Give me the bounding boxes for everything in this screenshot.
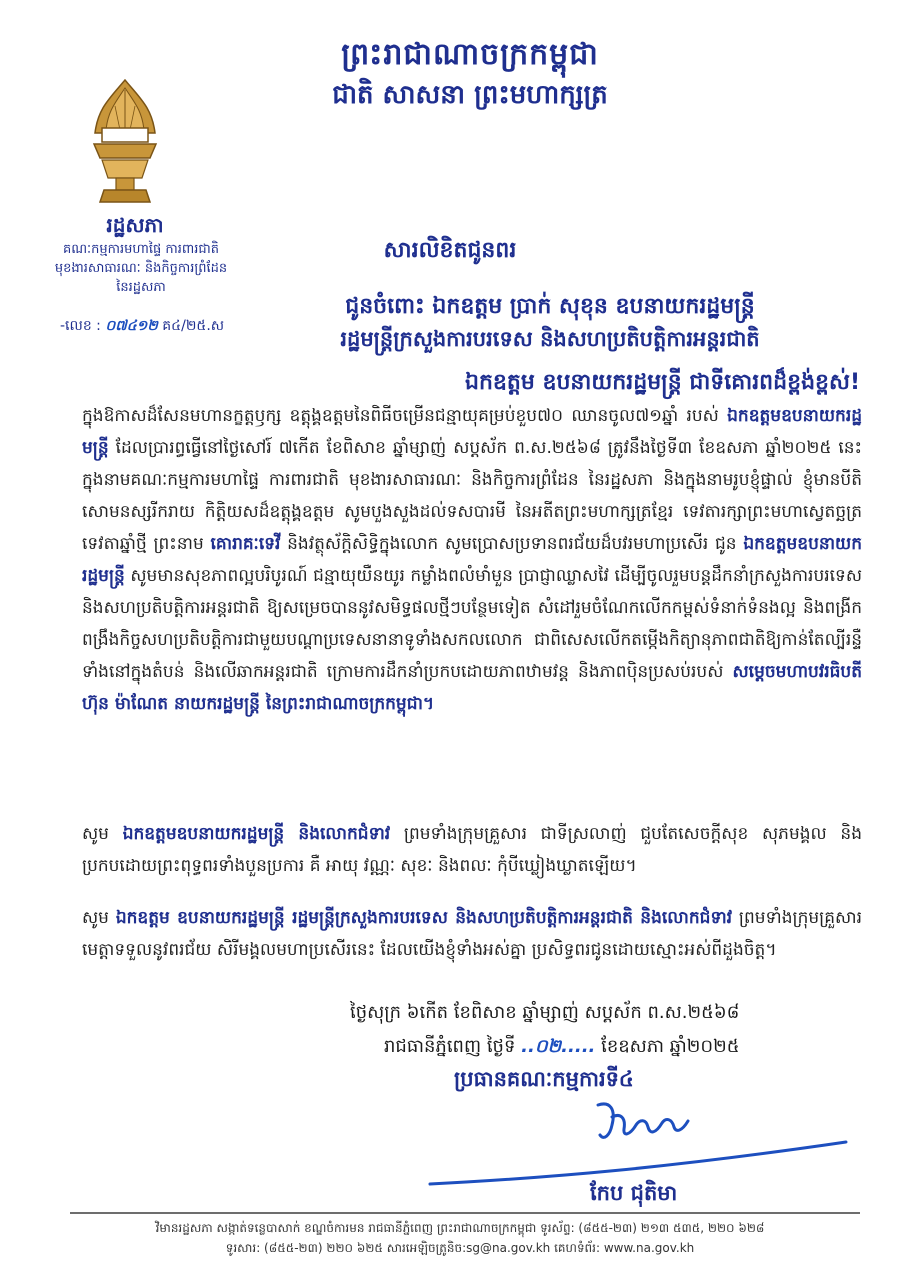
ref-handwritten-number: ០៧៤១២ <box>105 318 158 334</box>
p1-text-a: ក្នុងឱកាសដ៏សែនមហានក្ខត្តឫក្ស ឧត្តុង្គឧត្តមនៃពិធីចម្រើនជន្មាយុគម្រប់ខួប៧០ ឈានចូល៧១ឆ្នាំ របស់ <box>82 406 719 426</box>
department-line-3: នៃរដ្ឋសភា <box>116 280 166 295</box>
recipient-line-1: ជូនចំពោះ ឯកឧត្តម ប្រាក់ សុខុន ឧបនាយករដ្ឋមន្ត្រី <box>345 294 755 319</box>
solar-date-suffix: ខែឧសភា ឆ្នាំ២០២៥ <box>601 1036 740 1057</box>
kingdom-heading: ព្រះរាជាណាចក្រកម្ពុជា <box>341 37 599 72</box>
sender-institution: រដ្ឋសភា <box>106 213 164 237</box>
p1-bold-1: ឯកឧត្តមឧបនាយករដ្ឋមន្ត្រី <box>82 406 863 458</box>
lunar-date: ថ្ងៃសុក្រ ៦កើត ខែពិសាខ ឆ្នាំម្សាញ់ សប្តស័ក ព.ស.២៥៦៨ <box>350 1002 740 1023</box>
national-assembly-emblem <box>80 78 170 208</box>
reference-number <box>60 316 250 337</box>
footer-contact: ទូរសារ: (៨៥៥-២៣) ២២០ ៦២៥ សារអេឡិចត្រូនិច:sg@na.gov.kh គេហទំព័រ: www.na.gov.kh <box>225 1241 695 1255</box>
ref-suffix: គ៤/២៥.ស <box>162 318 225 334</box>
p1-bold-3: ឯកឧត្តមឧបនាយករដ្ឋមន្ត្រី <box>82 534 863 586</box>
footer-address: វិមានរដ្ឋសភា សង្កាត់ទន្លេបាសាក់ ខណ្ឌចំការមន រាជធានីភ្នំពេញ ព្រះរាជាណាចក្រកម្ពុជា ទូរស័ព្ទ: (៨៥៥-២៣) ២១៣ ៥៣៥, ២២០ ៦២៨ <box>155 1221 765 1235</box>
document-title: សារលិខិតជូនពរ <box>383 238 517 263</box>
p3-text-c: ព្រមទាំងក្រុមគ្រួសារ មេត្តាទទួលនូវពរជ័យ សិរីមង្គលមហាប្រសើរនេះ ដែលយើងខ្ញុំទាំងអស់គ្នា ប្រសិទ្ធពរជូនដោយស្មោះអស់ពីដួងចិត្ត។ <box>82 908 862 960</box>
footer-divider <box>70 1212 860 1214</box>
p3-bold: ឯកឧត្តម ឧបនាយករដ្ឋមន្ត្រី រដ្ឋមន្ត្រីក្រសួងការបរទេស និងសហប្រតិបត្តិការអន្តរជាតិ និងលោកជំទាវ <box>115 908 733 928</box>
solar-date <box>384 1034 854 1061</box>
salutation: ឯកឧត្តម ឧបនាយករដ្ឋមន្ត្រី ជាទីគោរពដ៏ខ្ពង់ខ្ពស់! <box>465 370 860 395</box>
body-paragraph-1 <box>82 400 862 720</box>
p1-bold-2: គោរាគៈទេវី <box>210 534 281 554</box>
p3-text-a: សូម <box>82 908 109 928</box>
p1-bold-4: សម្តេចមហាបវរធិបតី ហ៊ុន ម៉ាណែត នាយករដ្ឋមន្ត្រី នៃព្រះរាជាណាចក្រកម្ពុជា។ <box>82 662 862 714</box>
sender-department <box>42 240 240 297</box>
solar-date-day: ..០២..... <box>521 1036 596 1057</box>
recipient-line-2: រដ្ឋមន្ត្រីក្រសួងការបរទេស និងសហប្រតិបត្តិការអន្តរជាតិ <box>340 327 760 351</box>
p2-bold: ឯកឧត្តមឧបនាយករដ្ឋមន្ត្រី និងលោកជំទាវ <box>122 824 391 844</box>
ref-label: -លេខ : <box>60 318 101 334</box>
signer-name: កែប ជុតិមា <box>590 1181 678 1205</box>
p1-text-e: សូមមានសុខភាពល្អបរិបូរណ៍ ជន្មាយុយឺនយូរ កម្លាំងពលំមាំមួន ប្រាជ្ញាឈ្លាសវៃ ដើម្បីចូលរួមបន្តដឹកនាំក្រសួងការបរទេស និងសហប្រតិបត្តិការអន្តរជាតិ ឱ្យសម្រេចបាននូវសមិទ្ធផលថ្មីៗបន្ថែមទៀត សំដៅរួមចំណែកលើកកម្ពស់ទំនាក់ទំនងល្អ និងពង្រីកពង្រឹងកិច្ចសហប្រតិបត្តិការជាមួយបណ្តាប្រទេសនានាទូទាំងសកលលោក ជាពិសេសលើកតម្កើងកិត្យានុភាពជាតិឱ្យកាន់តែល្បីរន្ទឺទាំងនៅក្នុងតំបន់ និងលើឆាកអន្តរជាតិ ក្រោមការដឹកនាំប្រកបដោយភាពឋាមវន្ត និងភាពប៉ិនប្រសប់របស់ <box>82 566 863 682</box>
p2-text-c: ព្រមទាំងក្រុមគ្រួសារ ជាទីស្រលាញ់ ជួបតែសេចក្តីសុខ សុភមង្គល និងប្រកបដោយព្រះពុទ្ធពរទាំងបួនប្រការ គឺ អាយុ វណ្ណៈ សុខៈ និងពលៈ កុំបីឃ្លៀងឃ្លាតឡើយ។ <box>82 824 863 876</box>
body-paragraph-2 <box>82 818 862 882</box>
p1-text-c: ដែលប្រារព្ធធ្វើនៅថ្ងៃសៅរ៍ ៧កើត ខែពិសាខ ឆ្នាំម្សាញ់ សប្តស័ក ព.ស.២៥៦៨ ត្រូវនឹងថ្ងៃទី៣ ខែឧសភា ឆ្នាំ២០២៥ នេះ ក្នុងនាមគណៈកម្មការមហាផ្ទៃ ការពារជាតិ មុខងារសាធារណៈ និងកិច្ចការព្រំដែន នៃរដ្ឋសភា និងក្នុងនាមរូបខ្ញុំផ្ទាល់ ខ្ញុំមានបីតិសោមនស្សរីករាយ កិត្តិយសដ៏ឧត្តុង្គឧត្តម សូមបួងសួងដល់ទសបារមី នៃអតីតព្រះមហាក្សត្រខ្មែរ ទេវតារក្សាព្រះមហាស្វេតច្ឆត្រ ទេវតាឆ្នាំថ្មី ព្រះនាម <box>82 438 862 554</box>
p1-text-d: និងវត្ថុស័ក្តិសិទ្ធិក្នុងលោក សូមប្រោសប្រទានពរជ័យដ៏បវរមហាប្រសើរ ជូន <box>287 534 737 554</box>
signer-title: ប្រធានគណៈកម្មការទី៤ <box>454 1067 634 1091</box>
solar-date-prefix: រាជធានីភ្នំពេញ ថ្ងៃទី <box>384 1036 516 1057</box>
emblem-flame-rays <box>95 80 155 133</box>
p2-text-a: សូម <box>82 824 109 844</box>
department-line-1: គណៈកម្មការមហាផ្ទៃ ការពារជាតិ <box>63 242 219 257</box>
department-line-2: មុខងារសាធារណៈ និងកិច្ចការព្រំដែន <box>54 261 228 276</box>
body-paragraph-3 <box>82 902 862 966</box>
national-motto: ជាតិ សាសនា ព្រះមហាក្សត្រ <box>332 80 608 110</box>
emblem-scroll <box>102 128 148 142</box>
